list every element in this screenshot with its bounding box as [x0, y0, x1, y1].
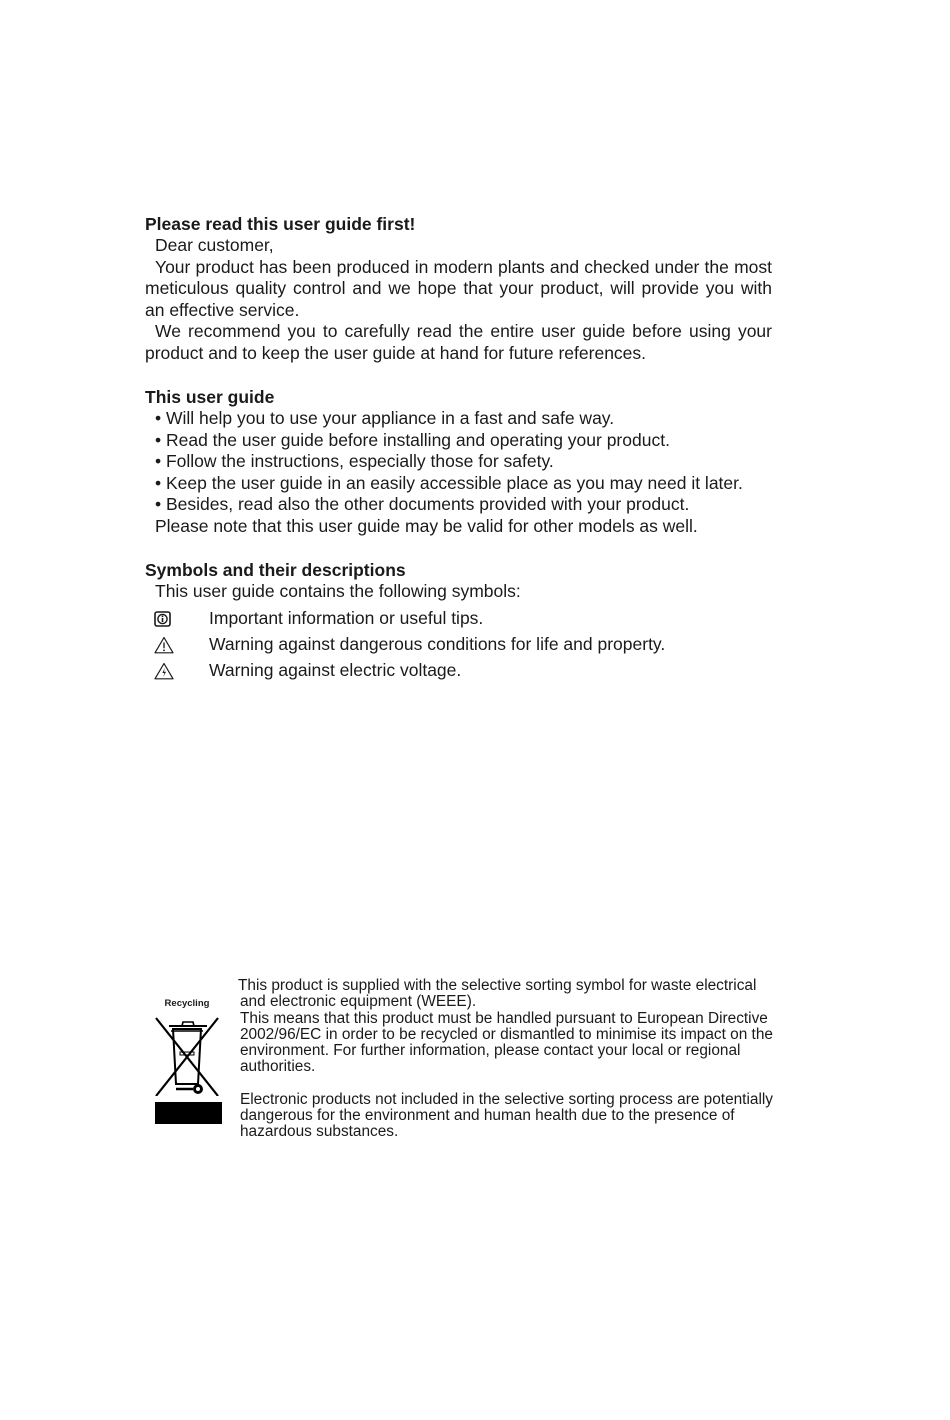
bullet-item: • Besides, read also the other documents provided with your product.	[155, 494, 690, 515]
intro-paragraph-1: Your product has been produced in modern plants and checked under the most meticulous quality control and we hope that your product, will provide you with an effective service.	[145, 256, 772, 320]
user-guide-section	[145, 386, 772, 538]
weee-paragraph-3: Electronic products not included in the selective sorting process are potentially dangerous for the environment and human health due to the presence of hazardous substances.	[240, 1090, 773, 1141]
symbols-intro: This user guide contains the following symbols:	[155, 581, 521, 601]
user-guide-heading: This user guide	[145, 387, 275, 407]
weee-paragraph-1-line-2: and electronic equipment (WEEE).	[240, 993, 477, 1011]
bullet-item: • Keep the user guide in an easily accessible place as you may need it later.	[155, 472, 743, 493]
symbol-row-warning	[145, 632, 772, 658]
info-icon	[145, 611, 209, 627]
symbol-description: Warning against electric voltage.	[209, 660, 462, 681]
intro-paragraph-2: We recommend you to carefully read the entire user guide before using your product and to keep the user guide at hand for future references.	[145, 321, 772, 363]
warning-triangle-icon	[145, 636, 209, 654]
weee-paragraph-1-line-1: This product is supplied with the selective sorting symbol for waste electrical	[238, 977, 757, 994]
weee-notice	[238, 978, 778, 1141]
crossed-out-bin-icon	[152, 1010, 222, 1096]
intro-section	[145, 213, 772, 365]
weee-black-bar	[155, 1102, 222, 1124]
symbols-heading: Symbols and their descriptions	[145, 560, 406, 580]
symbols-section	[145, 559, 772, 684]
bullet-item: • Read the user guide before installing and operating your product.	[155, 429, 670, 450]
validity-note: Please note that this user guide may be valid for other models as well.	[155, 515, 698, 536]
electric-warning-icon	[145, 662, 209, 680]
intro-heading: Please read this user guide first!	[145, 214, 416, 234]
greeting: Dear customer,	[155, 235, 274, 255]
recycling-label: Recycling	[164, 998, 210, 1009]
symbol-row-electric	[145, 658, 772, 684]
symbol-row-info	[145, 606, 772, 632]
weee-paragraph-2: This means that this product must be handled pursuant to European Directive 2002/96/EC in order to be recycled or dismantled to minimise its impact on the environment. For further information, please contact your local or regional authorities.	[240, 1009, 773, 1076]
bullet-item: • Follow the instructions, especially those for safety.	[155, 451, 554, 472]
symbol-description: Important information or useful tips.	[209, 608, 484, 629]
bullet-item: • Will help you to use your appliance in a fast and safe way.	[155, 408, 615, 428]
recycling-symbol	[152, 998, 224, 1101]
symbol-description: Warning against dangerous conditions for life and property.	[209, 634, 666, 655]
